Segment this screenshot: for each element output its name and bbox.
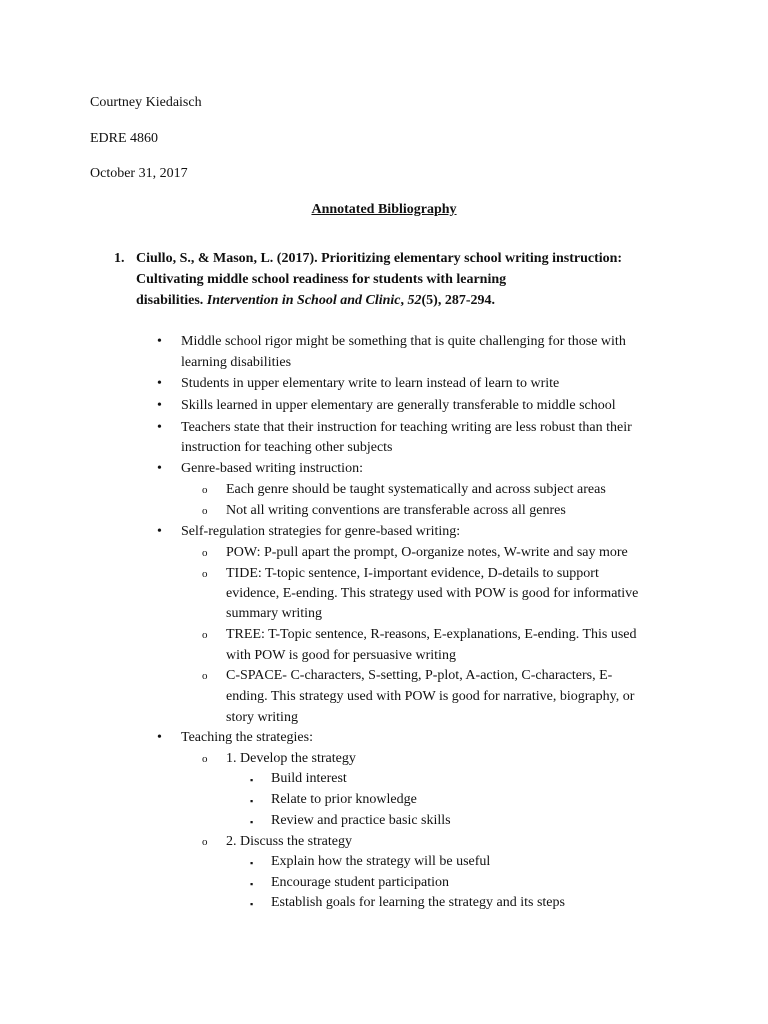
- sub-sub-list-item: Explain how the strategy will be useful: [271, 854, 491, 869]
- journal-title: Intervention in School and Clinic: [206, 293, 401, 308]
- list-item: Teaching the strategies:: [181, 730, 313, 745]
- sub-sub-list-item: Relate to prior knowledge: [271, 792, 417, 807]
- list-item-continuation: instruction for teaching other subjects: [181, 440, 393, 455]
- reference-line: disabilities. Intervention in School and Clinic, 52(5), 287-294.: [136, 293, 496, 308]
- circle-marker: o: [202, 505, 208, 517]
- bullet-marker: •: [157, 420, 162, 435]
- sub-sub-list-item: Review and practice basic skills: [271, 813, 451, 828]
- sub-sub-list-item: Build interest: [271, 771, 347, 786]
- circle-marker: o: [202, 547, 208, 559]
- list-item-continuation: learning disabilities: [181, 355, 292, 370]
- sub-list-item: 1. Develop the strategy: [226, 751, 356, 766]
- document-date: October 31, 2017: [90, 166, 188, 181]
- circle-marker: o: [202, 836, 208, 848]
- list-item: Skills learned in upper elementary are generally transferable to middle school: [181, 398, 616, 413]
- circle-marker: o: [202, 568, 208, 580]
- sub-list-item: C-SPACE- C-characters, S-setting, P-plot, A-action, C-characters, E-: [226, 668, 613, 683]
- square-marker: ▪: [250, 775, 254, 785]
- bullet-marker: •: [157, 398, 162, 413]
- circle-marker: o: [202, 753, 208, 765]
- sub-list-item-continuation: ending. This strategy used with POW is good for narrative, biography, or: [226, 689, 635, 704]
- page-title: Annotated Bibliography: [311, 202, 457, 217]
- sub-list-item-continuation: with POW is good for persuasive writing: [226, 648, 456, 663]
- circle-marker: o: [202, 670, 208, 682]
- circle-marker: o: [202, 629, 208, 641]
- square-marker: ▪: [250, 858, 254, 868]
- sub-sub-list-item: Encourage student participation: [271, 875, 450, 890]
- journal-volume: 52: [407, 293, 422, 308]
- list-item: Genre-based writing instruction:: [181, 461, 363, 476]
- list-item: Self-regulation strategies for genre-based writing:: [181, 524, 461, 539]
- bullet-marker: •: [157, 376, 162, 391]
- circle-marker: o: [202, 484, 208, 496]
- sub-list-item: Not all writing conventions are transferable across all genres: [226, 503, 566, 518]
- bullet-marker: •: [157, 730, 162, 745]
- sub-list-item: 2. Discuss the strategy: [226, 834, 352, 849]
- square-marker: ▪: [250, 817, 254, 827]
- sub-list-item-continuation: story writing: [226, 710, 298, 725]
- square-marker: ▪: [250, 879, 254, 889]
- sub-list-item-continuation: evidence, E-ending. This strategy used with POW is good for informative: [226, 586, 639, 601]
- sub-list-item: POW: P-pull apart the prompt, O-organize notes, W-write and say more: [226, 545, 628, 560]
- sub-sub-list-item: Establish goals for learning the strategy and its steps: [271, 895, 565, 910]
- sub-list-item: Each genre should be taught systematically and across subject areas: [226, 482, 606, 497]
- reference-line: Ciullo, S., & Mason, L. (2017). Prioritizing elementary school writing instruction:: [136, 251, 623, 266]
- square-marker: ▪: [250, 899, 254, 909]
- reference-number: 1.: [114, 251, 125, 266]
- bullet-marker: •: [157, 524, 162, 539]
- course-code: EDRE 4860: [90, 131, 159, 146]
- sub-list-item: TREE: T-Topic sentence, R-reasons, E-explanations, E-ending. This used: [226, 627, 637, 642]
- square-marker: ▪: [250, 796, 254, 806]
- bullet-marker: •: [157, 334, 162, 349]
- sub-list-item: TIDE: T-topic sentence, I-important evidence, D-details to support: [226, 566, 599, 581]
- sub-list-item-continuation: summary writing: [226, 606, 323, 621]
- list-item: Students in upper elementary write to learn instead of learn to write: [181, 376, 560, 391]
- list-item: Teachers state that their instruction for teaching writing are less robust than their: [181, 420, 632, 435]
- author-name: Courtney Kiedaisch: [90, 95, 202, 110]
- list-item: Middle school rigor might be something that is quite challenging for those with: [181, 334, 626, 349]
- bullet-marker: •: [157, 461, 162, 476]
- reference-line: Cultivating middle school readiness for students with learning: [136, 272, 507, 287]
